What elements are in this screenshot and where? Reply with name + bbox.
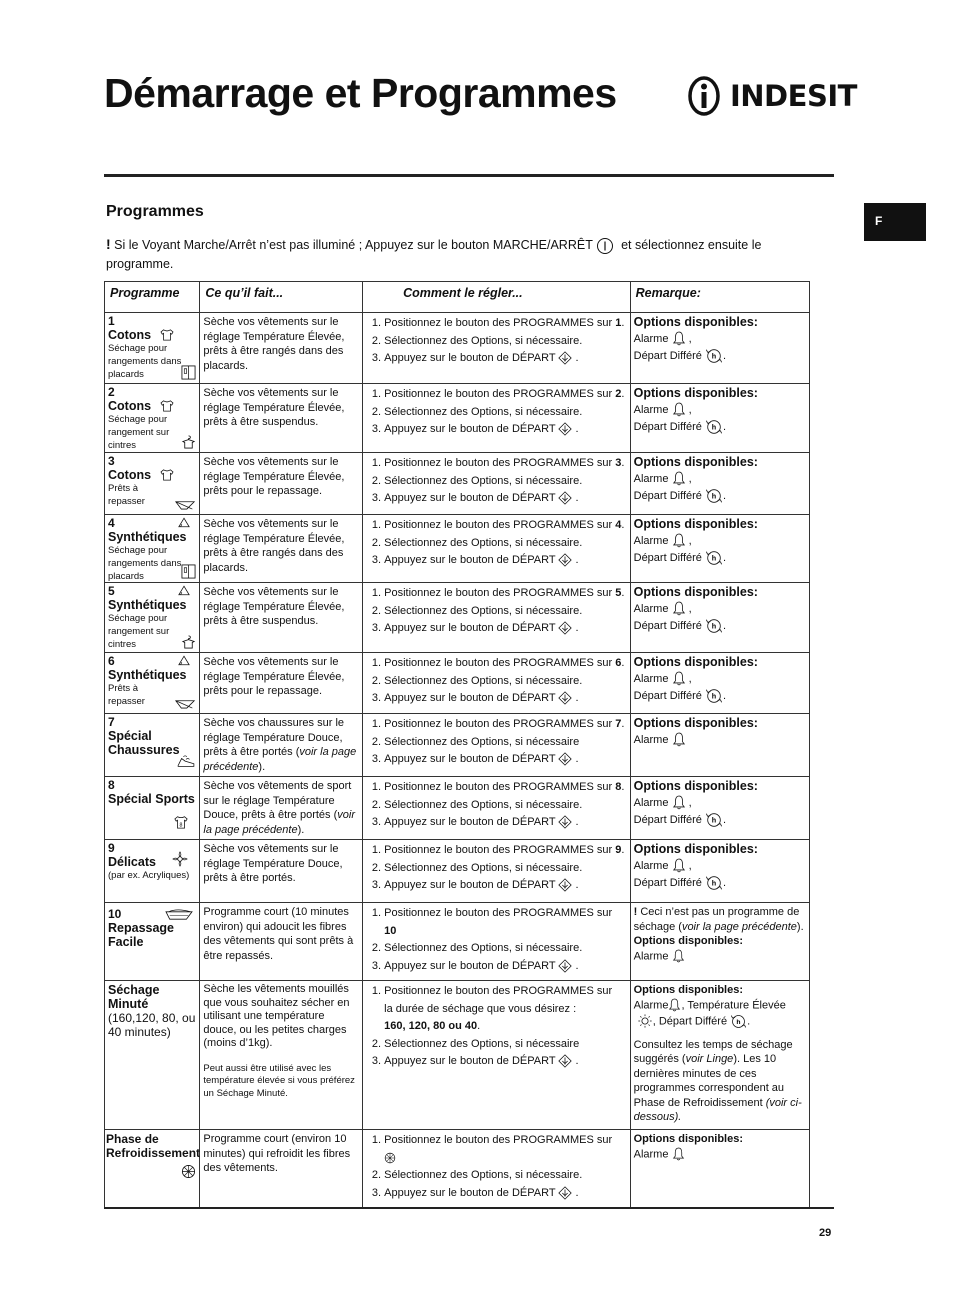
- start-icon: [558, 752, 572, 766]
- bell-icon: [668, 998, 681, 1013]
- delay-icon: [705, 418, 723, 436]
- start-icon: [558, 491, 572, 505]
- shoe-icon: [176, 755, 196, 769]
- table-row: [105, 515, 810, 583]
- remark-cell: Options disponibles: Alarme , Départ Différé .: [630, 777, 809, 840]
- delay-icon: [705, 549, 723, 567]
- does-cell: Sèche vos vêtements sur le réglage Température Élevée, prêts pour le repassage.: [200, 653, 363, 714]
- hanger-icon: [181, 434, 196, 449]
- bell-icon: [672, 949, 685, 964]
- programmes-table: [104, 281, 810, 1208]
- start-icon: [558, 959, 572, 973]
- table-row: [105, 840, 810, 903]
- high-temperature-sun-icon: [637, 1013, 653, 1029]
- synthetic-triangle-icon: [178, 585, 190, 596]
- bell-icon: [672, 533, 686, 549]
- header-programme: Programme: [105, 282, 200, 313]
- header-how-to-set: Comment le régler...: [363, 282, 630, 313]
- indesit-i-icon: [684, 76, 724, 116]
- how-cell: 1. Positionnez le bouton des PROGRAMMES sur 3. 2. Sélectionnez des Options, si nécessaire. 3. Appuyez sur le bouton de DÉPART .: [363, 453, 630, 515]
- bell-icon: [672, 671, 686, 687]
- remark-cell: Options disponibles: Alarme , Départ Différé .: [630, 384, 809, 453]
- indesit-logo: [684, 76, 857, 116]
- page-number: 29: [819, 1227, 832, 1239]
- table-row: [105, 653, 810, 714]
- section-heading: Programmes: [106, 203, 204, 220]
- header-rule: [104, 174, 834, 177]
- start-icon: [558, 351, 572, 365]
- page-title: Démarrage et Programmes: [104, 70, 617, 116]
- synthetic-triangle-icon: [178, 517, 190, 528]
- delay-icon: [705, 347, 723, 365]
- table-row: [105, 777, 810, 840]
- how-cell: 1. Positionnez le bouton des PROGRAMMES sur 8. 2. Sélectionnez des Options, si nécessaire. 3. Appuyez sur le bouton de DÉPART .: [363, 777, 630, 840]
- programme-cell: 5 Synthétiques Séchage pour rangement sur cintres: [105, 583, 200, 653]
- programme-cell: 1 Cotons Séchage pour rangements dans placards: [105, 313, 200, 384]
- sport-shirt-icon: [174, 814, 188, 830]
- how-cell: 1. Positionnez le bouton des PROGRAMMES sur 1. 2. Sélectionnez des Options, si nécessaire. 3. Appuyez sur le bouton de DÉPART .: [363, 313, 630, 384]
- delay-icon: [705, 874, 723, 892]
- synthetic-triangle-icon: [178, 655, 190, 666]
- how-cell: 1. Positionnez le bouton des PROGRAMMES sur 9. 2. Sélectionnez des Options, si nécessaire. 3. Appuyez sur le bouton de DÉPART .: [363, 840, 630, 903]
- does-cell: Sèche vos vêtements sur le réglage Température Élevée, prêts à être suspendus.: [200, 583, 363, 653]
- start-icon: [558, 691, 572, 705]
- remark-cell: Options disponibles: Alarme , Départ Différé .: [630, 653, 809, 714]
- how-cell: 1. Positionnez le bouton des PROGRAMMES sur 5. 2. Sélectionnez des Options, si nécessaire. 3. Appuyez sur le bouton de DÉPART .: [363, 583, 630, 653]
- remark-cell: Options disponibles: Alarme , Départ Différé .: [630, 840, 809, 903]
- bell-icon: [672, 402, 686, 418]
- delay-icon: [705, 687, 723, 705]
- does-cell: Sèche vos vêtements sur le réglage Température Élevée, prêts à être rangés dans des placards.: [200, 313, 363, 384]
- power-button-icon: [596, 237, 614, 255]
- remark-cell: ! Ceci n’est pas un programme de séchage (voir la page précédente). Options disponibles: Alarme: [630, 903, 809, 981]
- table-row: [105, 1130, 810, 1208]
- footer-rule: [104, 1207, 834, 1209]
- table-header-row: [105, 282, 810, 313]
- does-cell: Sèche vos chaussures sur le réglage Température Douce, prêts à être portés (voir la page précédente).: [200, 714, 363, 777]
- programme-cell: 9 Délicats (par ex. Acryliques): [105, 840, 200, 903]
- intro-note: ! Si le Voyant Marche/Arrêt n’est pas illuminé ; Appuyez sur le bouton MARCHE/ARRÊT et sélectionnez ensuite le programme.: [106, 236, 762, 271]
- remark-cell: Options disponibles: Alarme , Température Élevée , Départ Différé . Consultez les temps de séchage suggérés (voir Linge). Les 10 dernières minutes de ces programmes correspondent au Phase de Refroidissement (voir ci-dessous).: [630, 981, 809, 1130]
- delay-icon: [705, 617, 723, 635]
- start-icon: [558, 422, 572, 436]
- programme-cell: 2 Cotons Séchage pour rangement sur cintres: [105, 384, 200, 453]
- start-icon: [558, 815, 572, 829]
- iron-icon: [174, 697, 196, 710]
- how-cell: 1. Positionnez le bouton des PROGRAMMES sur 10 2. Sélectionnez des Options, si nécessaire. 3. Appuyez sur le bouton de DÉPART .: [363, 903, 630, 981]
- does-cell: Sèche vos vêtements sur le réglage Température Douce, prêts à être portés.: [200, 840, 363, 903]
- does-cell: Sèche vos vêtements sur le réglage Température Élevée, prêts à être suspendus.: [200, 384, 363, 453]
- bell-icon: [672, 795, 686, 811]
- how-cell: 1. Positionnez le bouton des PROGRAMMES sur 6. 2. Sélectionnez des Options, si nécessaire. 3. Appuyez sur le bouton de DÉPART .: [363, 653, 630, 714]
- how-cell: 1. Positionnez le bouton des PROGRAMMES sur 7. 2. Sélectionnez des Options, si nécessaire 3. Appuyez sur le bouton de DÉPART .: [363, 714, 630, 777]
- table-row: [105, 981, 810, 1130]
- remark-cell: Options disponibles: Alarme , Départ Différé .: [630, 515, 809, 583]
- header-remark: Remarque:: [630, 282, 809, 313]
- remark-cell: Options disponibles: Alarme , Départ Différé .: [630, 313, 809, 384]
- bell-icon: [672, 732, 686, 748]
- table-row: [105, 714, 810, 777]
- does-cell: Sèche vos vêtements sur le réglage Température Élevée, prêts pour le repassage.: [200, 453, 363, 515]
- programme-cell: Séchage Minuté (160,120, 80, ou 40 minutes): [105, 981, 200, 1130]
- delay-icon: [705, 487, 723, 505]
- brand-name: INDESIT: [730, 78, 857, 113]
- delay-icon: [705, 811, 723, 829]
- wardrobe-icon: [181, 365, 196, 380]
- language-tab: F: [864, 203, 926, 241]
- does-cell: Sèche les vêtements mouillés que vous souhaitez sécher en utilisant une température douce, ou les petites charges (moins d’1kg). Peut aussi être utilisé avec les température élevée si vous préférez un Séchage Minuté.: [200, 981, 363, 1130]
- start-icon: [558, 878, 572, 892]
- does-cell: Sèche vos vêtements de sport sur le réglage Température Douce, prêts à être portés (voir la page précédente).: [200, 777, 363, 840]
- programme-cell: 4 Synthétiques Séchage pour rangements dans placards: [105, 515, 200, 583]
- start-icon: [558, 1186, 572, 1200]
- programme-cell: 8 Spécial Sports: [105, 777, 200, 840]
- remark-cell: Options disponibles: Alarme: [630, 1130, 809, 1208]
- bell-icon: [672, 1147, 685, 1162]
- table-row: [105, 384, 810, 453]
- cotton-shirt-icon: [160, 469, 174, 481]
- does-cell: Sèche vos vêtements sur le réglage Température Élevée, prêts à être rangés dans des placards.: [200, 515, 363, 583]
- bell-icon: [672, 858, 686, 874]
- remark-cell: Options disponibles: Alarme: [630, 714, 809, 777]
- programme-cell: Phase de Refroidissement: [105, 1130, 200, 1208]
- table-row: [105, 313, 810, 384]
- cotton-shirt-icon: [160, 329, 174, 341]
- cool-down-icon: [384, 1152, 396, 1164]
- bell-icon: [672, 601, 686, 617]
- does-cell: Programme court (environ 10 minutes) qui refroidit les fibres des vêtements.: [200, 1130, 363, 1208]
- bell-icon: [672, 471, 686, 487]
- hanger-icon: [181, 634, 196, 649]
- programme-cell: 6 Synthétiques Prêts à repasser: [105, 653, 200, 714]
- does-cell: Programme court (10 minutes environ) qui adoucit les fibres des vêtements qui sont prêts à être repassés.: [200, 903, 363, 981]
- how-cell: 1. Positionnez le bouton des PROGRAMMES sur la durée de séchage que vous désirez : 160, 120, 80 ou 40. 2. Sélectionnez des Options, si nécessaire 3. Appuyez sur le bouton de DÉPART .: [363, 981, 630, 1130]
- how-cell: 1. Positionnez le bouton des PROGRAMMES sur 4. 2. Sélectionnez des Options, si nécessaire. 3. Appuyez sur le bouton de DÉPART .: [363, 515, 630, 583]
- how-cell: 1. Positionnez le bouton des PROGRAMMES sur 2. 2. Sélectionnez des Options, si nécessaire. 3. Appuyez sur le bouton de DÉPART .: [363, 384, 630, 453]
- bell-icon: [672, 331, 686, 347]
- cotton-shirt-icon: [160, 400, 174, 412]
- cool-down-icon: [181, 1164, 196, 1179]
- table-row: [105, 453, 810, 515]
- easy-iron-icon: [164, 909, 194, 922]
- table-row: [105, 903, 810, 981]
- programme-cell: 10 Repassage Facile: [105, 903, 200, 981]
- remark-cell: Options disponibles: Alarme , Départ Différé .: [630, 583, 809, 653]
- header-what-it-does: Ce qu’il fait...: [200, 282, 363, 313]
- remark-cell: Options disponibles: Alarme , Départ Différé .: [630, 453, 809, 515]
- start-icon: [558, 553, 572, 567]
- delicate-flower-icon: [172, 851, 188, 867]
- how-cell: 1. Positionnez le bouton des PROGRAMMES sur 2. Sélectionnez des Options, si nécessaire. 3. Appuyez sur le bouton de DÉPART .: [363, 1130, 630, 1208]
- programme-cell: 3 Cotons Prêts à repasser: [105, 453, 200, 515]
- iron-icon: [174, 498, 196, 511]
- delay-icon: [730, 1013, 747, 1030]
- start-icon: [558, 621, 572, 635]
- start-icon: [558, 1054, 572, 1068]
- programme-cell: 7 Spécial Chaussures: [105, 714, 200, 777]
- wardrobe-icon: [181, 564, 196, 579]
- table-row: [105, 583, 810, 653]
